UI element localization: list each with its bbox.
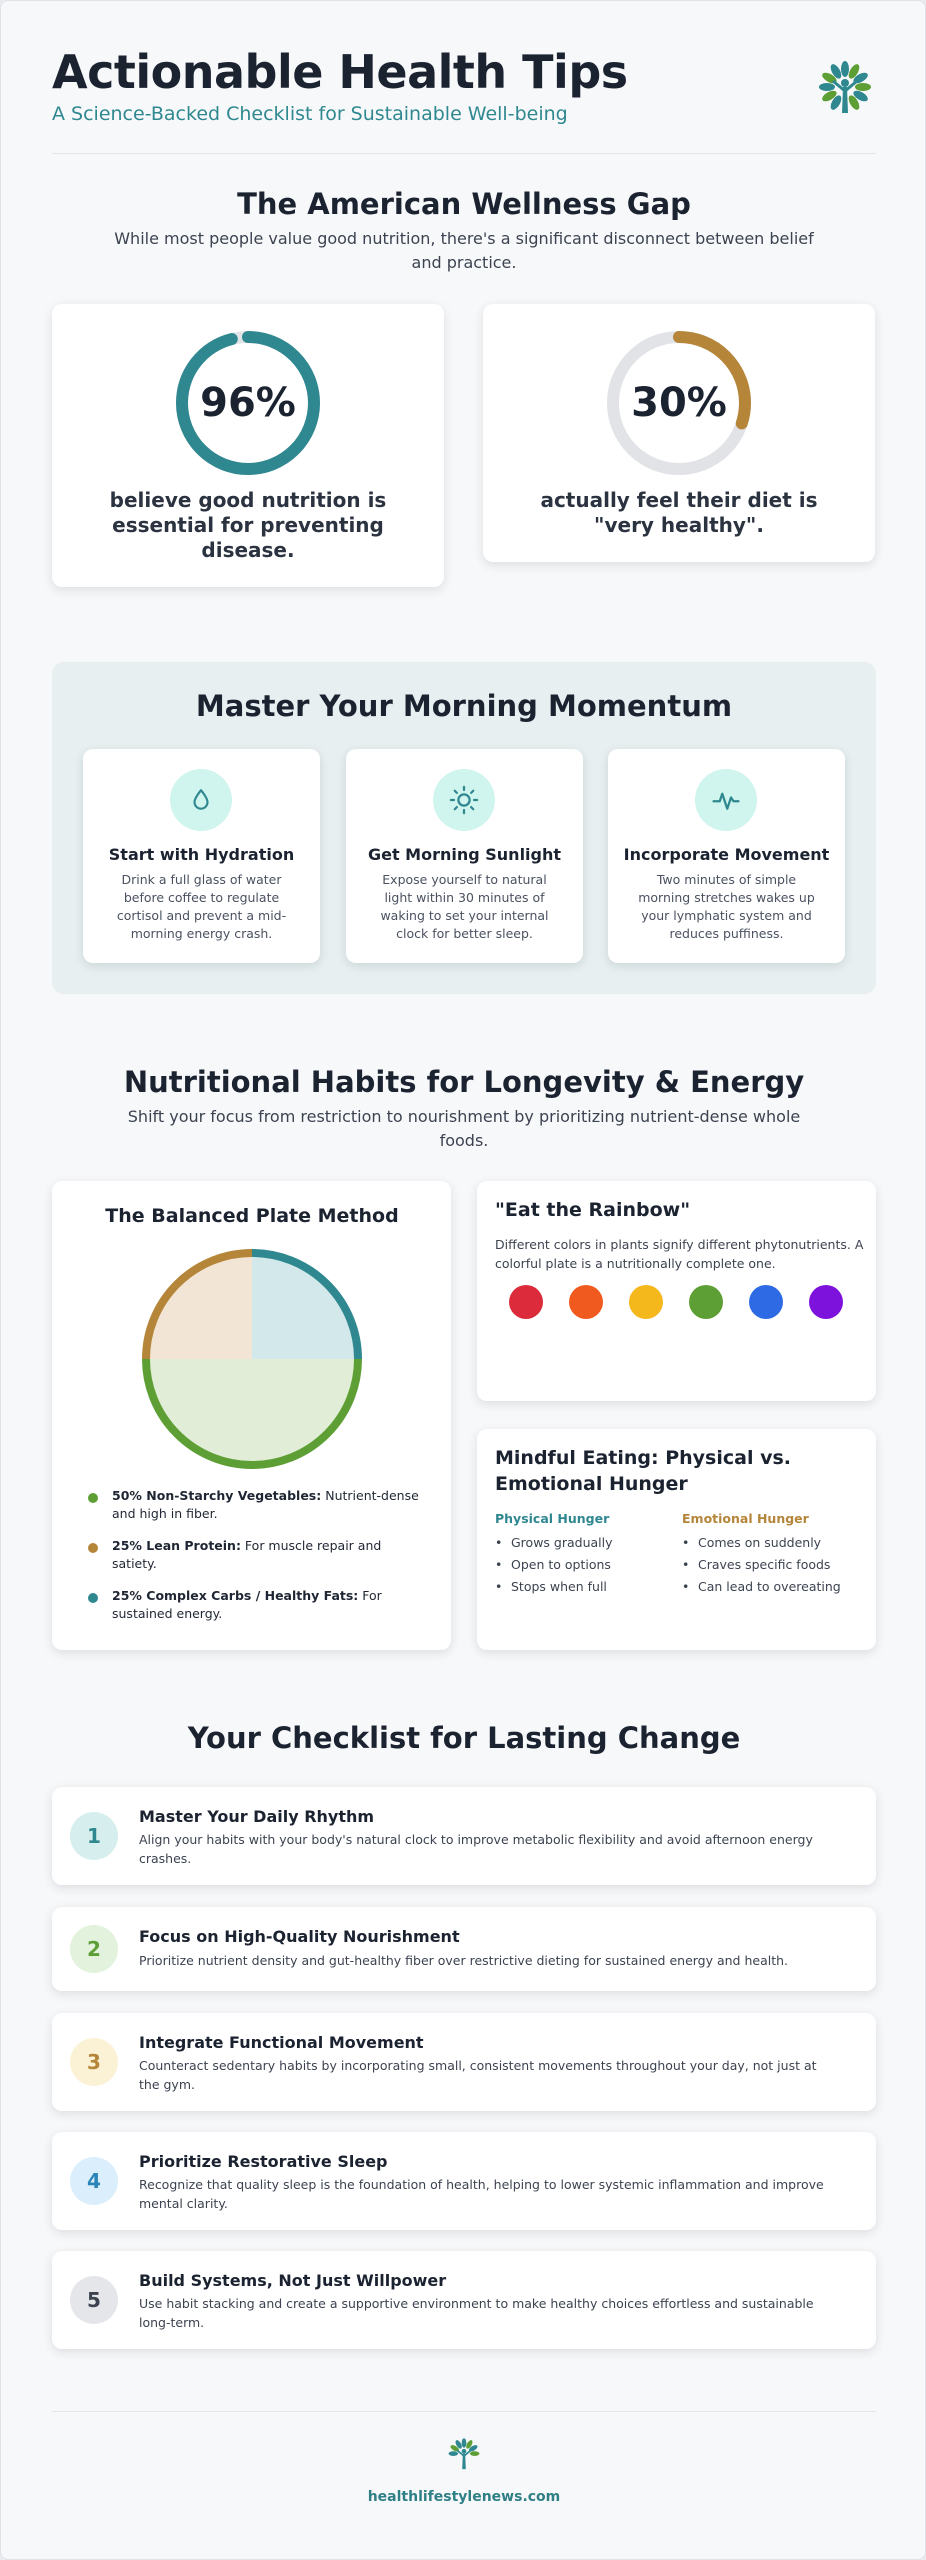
stat-label: actually feel their diet is "very healthy".: [540, 488, 818, 537]
checklist-item-title: Integrate Functional Movement: [139, 2033, 424, 2052]
page-title: Actionable Health Tips: [52, 45, 628, 99]
page-subtitle: A Science-Backed Checklist for Sustainable Well-being: [52, 103, 568, 125]
checklist-item-description: Use habit stacking and create a supportive environment to make healthy choices effortless and sustainable long-term.: [139, 2296, 814, 2330]
step-number-badge: 3: [70, 2038, 118, 2086]
legend-item-protein: 25% Lean Protein: For muscle repair and satiety.: [88, 1537, 428, 1577]
water-drop-icon: [170, 769, 232, 831]
yellow-color-dot: [629, 1285, 663, 1319]
checklist-item: [52, 1787, 876, 1885]
nutrition-title: Nutritional Habits for Longevity & Energy: [123, 1065, 805, 1099]
stat-card-belief: [52, 304, 444, 587]
emotional-hunger-item: • Comes on suddenly: [698, 1535, 821, 1550]
purple-color-dot: [809, 1285, 843, 1319]
orange-color-dot: [569, 1285, 603, 1319]
balanced-plate-diagram: [140, 1247, 364, 1471]
eat-rainbow-description: Different colors in plants signify different phytonutrients. A colorful plate is a nutritionally complete one.: [495, 1237, 864, 1271]
step-number-badge: 5: [70, 2276, 118, 2324]
morning-card-description: Two minutes of simple morning stretches wakes up your lymphatic system and reduces puffiness.: [638, 872, 815, 941]
step-number-badge: 1: [70, 1812, 118, 1860]
checklist-item-description: Recognize that quality sleep is the foundation of health, helping to lower systemic inflammation and improve mental clarity.: [139, 2177, 824, 2211]
stat-value: 96%: [200, 380, 296, 426]
checklist-title: Your Checklist for Lasting Change: [187, 1721, 741, 1755]
checklist-item-title: Build Systems, Not Just Willpower: [139, 2271, 447, 2290]
checklist-item: [52, 2251, 876, 2349]
eat-rainbow-title: "Eat the Rainbow": [495, 1199, 691, 1221]
physical-hunger-heading: Physical Hunger: [495, 1511, 610, 1526]
morning-title: Master Your Morning Momentum: [195, 689, 733, 723]
nutrition-description: Shift your focus from restriction to nourishment by prioritizing nutrient-dense whole foods.: [127, 1107, 801, 1150]
checklist-item-description: Prioritize nutrient density and gut-healthy fiber over restrictive dieting for sustained energy and health.: [139, 1953, 789, 1968]
checklist-item-title: Prioritize Restorative Sleep: [139, 2152, 388, 2171]
physical-hunger-item: • Stops when full: [511, 1579, 607, 1594]
balanced-plate-card: [52, 1181, 451, 1650]
header-divider: [52, 153, 876, 154]
step-number-badge: 4: [70, 2157, 118, 2205]
balanced-plate-title: The Balanced Plate Method: [105, 1205, 399, 1227]
checklist-item-title: Master Your Daily Rhythm: [139, 1807, 375, 1826]
stat-label: believe good nutrition is essential for preventing disease.: [109, 488, 387, 562]
checklist-item-description: Align your habits with your body's natural clock to improve metabolic flexibility and avoid afternoon energy crashes.: [139, 1832, 813, 1866]
footer-divider: [52, 2411, 876, 2412]
legend-item-vegetables: 50% Non-Starchy Vegetables: Nutrient-dense and high in fiber.: [88, 1487, 428, 1527]
physical-hunger-item: • Open to options: [511, 1557, 611, 1572]
morning-card-title: Get Morning Sunlight: [367, 845, 562, 864]
morning-card-hydration: [83, 749, 320, 963]
sun-icon: [433, 769, 495, 831]
plate-vegetables-section: [146, 1359, 358, 1465]
emotional-hunger-item: • Craves specific foods: [698, 1557, 830, 1572]
red-color-dot: [509, 1285, 543, 1319]
checklist-item: [52, 2132, 876, 2230]
pulse-icon: [695, 769, 757, 831]
morning-card-description: Expose yourself to natural light within 30 minutes of waking to set your internal clock for better sleep.: [380, 872, 549, 941]
step-number-badge: 2: [70, 1925, 118, 1973]
stat-card-diet: [483, 304, 875, 562]
tree-person-logo-icon: [813, 59, 877, 123]
emotional-hunger-item: • Can lead to overeating: [698, 1579, 841, 1594]
morning-card-description: Drink a full glass of water before coffee to regulate cortisol and prevent a mid-morning energy crash.: [116, 872, 287, 941]
legend-item-carbs-fats: 25% Complex Carbs / Healthy Fats: For sustained energy.: [88, 1587, 428, 1627]
eat-rainbow-card: [477, 1181, 876, 1401]
physical-hunger-item: • Grows gradually: [511, 1535, 613, 1550]
footer-website-link[interactable]: healthlifestylenews.com: [367, 2489, 561, 2505]
wellness-gap-title: The American Wellness Gap: [237, 187, 691, 221]
mindful-eating-title: Mindful Eating: Physical vs. Emotional Hunger: [495, 1447, 791, 1495]
green-color-dot: [689, 1285, 723, 1319]
morning-card-title: Start with Hydration: [108, 845, 295, 864]
wellness-gap-description: While most people value good nutrition, there's a significant disconnect between belief and practice.: [114, 229, 814, 272]
morning-card-movement: [608, 749, 845, 963]
mindful-eating-card: [477, 1429, 876, 1650]
morning-card-sunlight: [346, 749, 583, 963]
checklist-item-description: Counteract sedentary habits by incorporating small, consistent movements throughout your day, not just at the gym.: [139, 2058, 817, 2092]
checklist-item: [52, 1907, 876, 1991]
tree-person-logo-icon: [445, 2437, 483, 2475]
emotional-hunger-heading: Emotional Hunger: [682, 1511, 809, 1526]
morning-card-title: Incorporate Movement: [623, 845, 830, 864]
checklist-item: [52, 2013, 876, 2111]
checklist-item-title: Focus on High-Quality Nourishment: [139, 1927, 460, 1946]
stat-value: 30%: [631, 380, 727, 426]
blue-color-dot: [749, 1285, 783, 1319]
